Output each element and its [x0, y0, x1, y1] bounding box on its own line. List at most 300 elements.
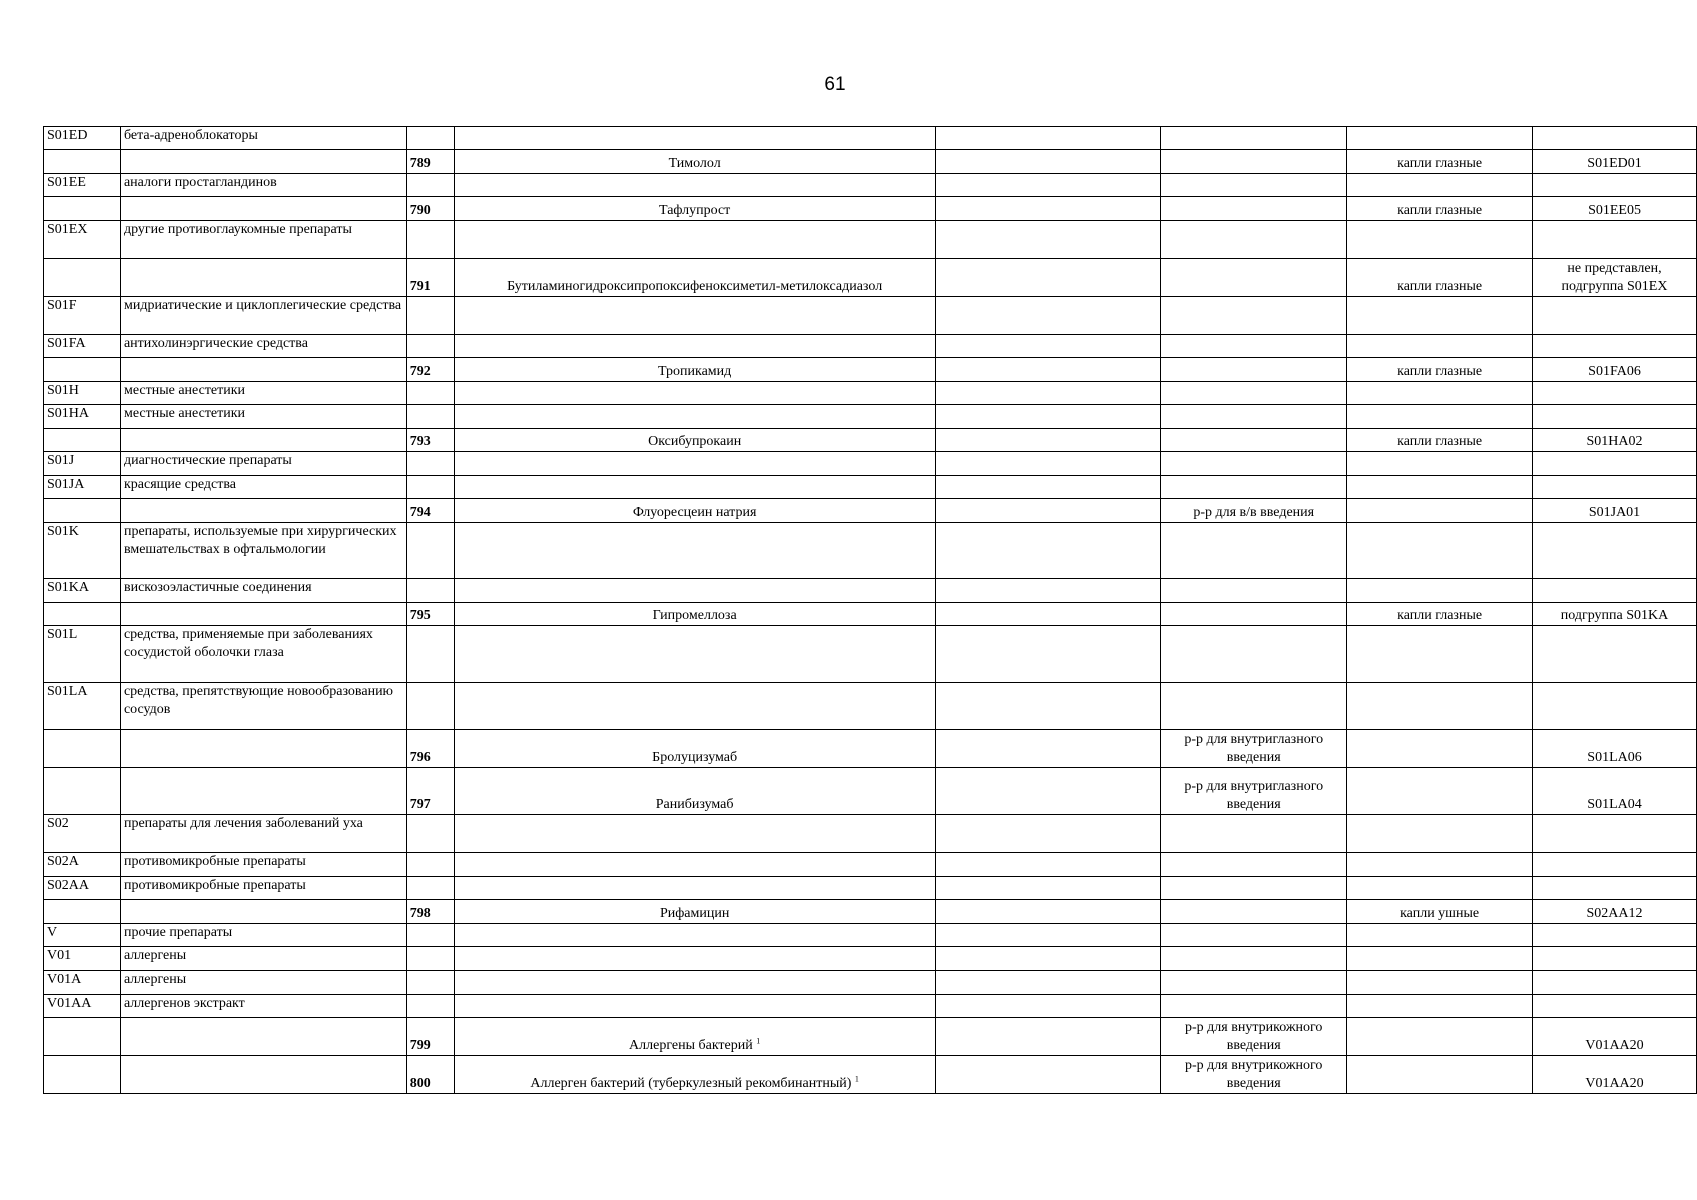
footnote-marker: 1: [854, 1074, 859, 1084]
atc-code: [1533, 452, 1697, 476]
group-description-text: аллергенов экстракт: [123, 996, 245, 1011]
dosage-form: [1161, 358, 1347, 382]
empty-cell: [935, 947, 1161, 971]
table-row: [44, 297, 1697, 335]
atc-group-code: [44, 626, 121, 683]
dosage-form: [1161, 382, 1347, 405]
group-description: [120, 924, 406, 947]
table-row: [44, 174, 1697, 197]
drug-name: [454, 947, 935, 971]
drug-name-text: Аллерген бактерий (туберкулезный рекомбинантный): [530, 1076, 852, 1091]
atc-group-code-text: S01F: [47, 298, 77, 313]
table-row: [44, 382, 1697, 405]
atc-code: [1533, 221, 1697, 259]
dosage-form-text: р-р для внутрикожного введения: [1185, 1020, 1323, 1053]
item-number: [406, 358, 454, 382]
empty-cell: [935, 405, 1161, 429]
atc-group-code: [44, 405, 121, 429]
drug-name: [454, 476, 935, 499]
drug-name: [454, 730, 935, 768]
drug-name: [454, 603, 935, 626]
empty-cell: [935, 335, 1161, 358]
atc-code: [1533, 405, 1697, 429]
atc-code: [1533, 579, 1697, 603]
dosage-form: [1161, 405, 1347, 429]
dosage-form-alt: [1347, 947, 1533, 971]
empty-cell: [935, 683, 1161, 730]
item-number: [406, 476, 454, 499]
dosage-form-alt: [1347, 579, 1533, 603]
atc-code: [1533, 1018, 1697, 1056]
dosage-form-text: р-р для в/в введения: [1193, 505, 1315, 520]
dosage-form-text: р-р для внутрикожного введения: [1185, 1058, 1323, 1091]
empty-cell: [935, 221, 1161, 259]
item-number: [406, 626, 454, 683]
atc-code: [1533, 768, 1697, 815]
group-description: [120, 405, 406, 429]
atc-group-code-text: S01LA: [47, 684, 88, 699]
dosage-form-alt: [1347, 924, 1533, 947]
atc-code: [1533, 900, 1697, 924]
item-number-text: 791: [409, 279, 431, 294]
dosage-form-alt-text: капли глазные: [1397, 156, 1483, 171]
group-description-text: противомикробные препараты: [123, 854, 306, 869]
drug-name: [454, 815, 935, 853]
dosage-form-alt: [1347, 1018, 1533, 1056]
atc-group-code-text: S01ED: [47, 128, 88, 143]
atc-group-code-text: V01A: [47, 972, 82, 987]
dosage-form: [1161, 683, 1347, 730]
group-description: [120, 877, 406, 900]
group-description-text: местные анестетики: [123, 406, 246, 421]
drug-name: [454, 900, 935, 924]
atc-group-code-text: S02AA: [47, 878, 90, 893]
dosage-form: [1161, 174, 1347, 197]
group-description: [120, 523, 406, 579]
group-description-text: аллергены: [123, 972, 187, 987]
atc-group-code: [44, 853, 121, 877]
dosage-form-alt: [1347, 335, 1533, 358]
atc-group-code: [44, 900, 121, 924]
atc-group-code-text: S01J: [47, 453, 75, 468]
dosage-form-alt: [1347, 197, 1533, 221]
item-number: [406, 429, 454, 452]
dosage-form-alt: [1347, 150, 1533, 174]
drug-name-text: Аллергены бактерий: [629, 1038, 753, 1053]
empty-cell: [935, 150, 1161, 174]
group-description: [120, 174, 406, 197]
drug-name: [454, 221, 935, 259]
drug-name: [454, 174, 935, 197]
group-description-text: прочие препараты: [123, 925, 233, 940]
atc-code: [1533, 476, 1697, 499]
drug-name: [454, 405, 935, 429]
dosage-form-alt: [1347, 900, 1533, 924]
atc-group-code: [44, 1018, 121, 1056]
atc-group-code: [44, 924, 121, 947]
atc-group-code: [44, 815, 121, 853]
atc-code: [1533, 358, 1697, 382]
drug-name: [454, 382, 935, 405]
dosage-form-alt: [1347, 523, 1533, 579]
dosage-form: [1161, 924, 1347, 947]
item-number: [406, 174, 454, 197]
atc-group-code: [44, 174, 121, 197]
table-row: [44, 150, 1697, 174]
atc-code-text: S01FA06: [1588, 364, 1641, 379]
item-number: [406, 603, 454, 626]
drug-name: [454, 259, 935, 297]
item-number-text: 794: [409, 505, 431, 520]
group-description: [120, 127, 406, 150]
drug-name: [454, 150, 935, 174]
atc-group-code-text: S01KA: [47, 580, 90, 595]
item-number: [406, 877, 454, 900]
dosage-form-text: р-р для внутриглазного введения: [1184, 732, 1324, 765]
atc-group-code: [44, 335, 121, 358]
drug-name: [454, 768, 935, 815]
item-number: [406, 221, 454, 259]
dosage-form: [1161, 197, 1347, 221]
item-number: [406, 947, 454, 971]
group-description: [120, 221, 406, 259]
dosage-form-alt-text: капли глазные: [1397, 434, 1483, 449]
table-row: [44, 1056, 1697, 1094]
drug-name-text: Тимолол: [668, 156, 721, 171]
group-description-text: вискозоэластичные соединения: [123, 580, 312, 595]
dosage-form-alt: [1347, 995, 1533, 1018]
group-description: [120, 197, 406, 221]
atc-code: [1533, 523, 1697, 579]
group-description-text: аллергены: [123, 948, 187, 963]
atc-group-code: [44, 127, 121, 150]
group-description-text: другие противоглаукомные препараты: [123, 222, 352, 237]
atc-code: [1533, 815, 1697, 853]
group-description-text: средства, препятствующие новообразованию сосудов: [123, 684, 394, 717]
empty-cell: [935, 768, 1161, 815]
atc-group-code-text: S01L: [47, 627, 78, 642]
atc-code: [1533, 335, 1697, 358]
table-row: [44, 429, 1697, 452]
footnote-marker: 1: [756, 1036, 761, 1046]
group-description-text: аналоги простагландинов: [123, 175, 277, 190]
empty-cell: [935, 1018, 1161, 1056]
atc-group-code: [44, 683, 121, 730]
empty-cell: [935, 924, 1161, 947]
item-number: [406, 452, 454, 476]
atc-group-code: [44, 877, 121, 900]
dosage-form-alt: [1347, 429, 1533, 452]
drug-name-text: Бутиламиногидроксипропоксифеноксиметил-метилоксадиазол: [507, 279, 883, 294]
dosage-form: [1161, 127, 1347, 150]
dosage-form: [1161, 853, 1347, 877]
group-description-text: антихолинэргические средства: [123, 336, 308, 351]
table-row: [44, 730, 1697, 768]
item-number: [406, 197, 454, 221]
atc-code: [1533, 297, 1697, 335]
atc-group-code-text: S01H: [47, 383, 79, 398]
atc-group-code: [44, 358, 121, 382]
item-number: [406, 995, 454, 1018]
atc-group-code-text: V01AA: [47, 996, 92, 1011]
page-number: 61: [824, 74, 846, 95]
table-row: [44, 626, 1697, 683]
item-number: [406, 127, 454, 150]
dosage-form-alt-text: капли глазные: [1397, 203, 1483, 218]
item-number-text: 795: [409, 608, 431, 623]
item-number-text: 790: [409, 203, 431, 218]
item-number: [406, 971, 454, 995]
group-description: [120, 815, 406, 853]
drug-name-text: Тропикамид: [658, 364, 732, 379]
dosage-form-alt: [1347, 382, 1533, 405]
group-description: [120, 995, 406, 1018]
dosage-form-text: р-р для внутриглазного введения: [1184, 779, 1324, 812]
atc-group-code: [44, 476, 121, 499]
item-number: [406, 900, 454, 924]
empty-cell: [935, 476, 1161, 499]
item-number: [406, 297, 454, 335]
atc-group-code-text: S01EX: [47, 222, 88, 237]
dosage-form-alt: [1347, 127, 1533, 150]
table-row: [44, 127, 1697, 150]
drug-name: [454, 853, 935, 877]
atc-code: [1533, 626, 1697, 683]
table-row: [44, 358, 1697, 382]
dosage-form-alt: [1347, 683, 1533, 730]
item-number-text: 800: [409, 1076, 431, 1091]
empty-cell: [935, 452, 1161, 476]
drug-name-text: Гипромеллоза: [652, 608, 737, 623]
atc-code: [1533, 197, 1697, 221]
table-row: [44, 579, 1697, 603]
table-row: [44, 499, 1697, 523]
table-row: [44, 900, 1697, 924]
dosage-form: [1161, 452, 1347, 476]
group-description-text: бета-адреноблокаторы: [123, 128, 258, 143]
atc-code-text: S01ED01: [1587, 156, 1642, 171]
group-description-text: противомикробные препараты: [123, 878, 306, 893]
group-description: [120, 476, 406, 499]
empty-cell: [935, 877, 1161, 900]
dosage-form-alt: [1347, 603, 1533, 626]
atc-group-code: [44, 603, 121, 626]
atc-code: [1533, 382, 1697, 405]
atc-code-text: S01EE05: [1588, 203, 1641, 218]
atc-group-code-text: S01HA: [47, 406, 90, 421]
item-number: [406, 579, 454, 603]
atc-group-code-text: S01JA: [47, 477, 85, 492]
drug-name-text: Флуоресцеин натрия: [632, 505, 757, 520]
dosage-form-alt: [1347, 626, 1533, 683]
dosage-form: [1161, 730, 1347, 768]
item-number: [406, 405, 454, 429]
atc-code: [1533, 853, 1697, 877]
dosage-form: [1161, 877, 1347, 900]
atc-code: [1533, 877, 1697, 900]
atc-group-code: [44, 197, 121, 221]
dosage-form: [1161, 259, 1347, 297]
dosage-form-alt: [1347, 815, 1533, 853]
table-row: [44, 815, 1697, 853]
group-description-text: диагностические препараты: [123, 453, 292, 468]
atc-code: [1533, 995, 1697, 1018]
atc-group-code: [44, 221, 121, 259]
table-row: [44, 523, 1697, 579]
atc-group-code: [44, 995, 121, 1018]
atc-code-text: S02AA12: [1586, 906, 1643, 921]
atc-code: [1533, 150, 1697, 174]
table-row: [44, 259, 1697, 297]
dosage-form: [1161, 476, 1347, 499]
empty-cell: [935, 499, 1161, 523]
drug-name: [454, 523, 935, 579]
atc-code-text: V01AA20: [1585, 1038, 1644, 1053]
drug-name: [454, 127, 935, 150]
item-number: [406, 768, 454, 815]
dosage-form: [1161, 523, 1347, 579]
item-number-text: 793: [409, 434, 431, 449]
empty-cell: [935, 297, 1161, 335]
table-row: [44, 877, 1697, 900]
dosage-form: [1161, 900, 1347, 924]
group-description-text: средства, применяемые при заболеваниях сосудистой оболочки глаза: [123, 627, 373, 660]
atc-group-code-text: S01K: [47, 524, 79, 539]
item-number: [406, 815, 454, 853]
item-number: [406, 382, 454, 405]
group-description: [120, 259, 406, 297]
item-number-text: 796: [409, 750, 431, 765]
dosage-form-alt: [1347, 476, 1533, 499]
drug-name: [454, 579, 935, 603]
atc-group-code-text: S02: [47, 816, 69, 831]
group-description: [120, 900, 406, 924]
dosage-form-alt: [1347, 405, 1533, 429]
item-number: [406, 683, 454, 730]
group-description: [120, 297, 406, 335]
atc-group-code: [44, 768, 121, 815]
dosage-form: [1161, 579, 1347, 603]
group-description: [120, 1056, 406, 1094]
dosage-form-alt: [1347, 971, 1533, 995]
group-description: [120, 358, 406, 382]
drug-name: [454, 877, 935, 900]
atc-group-code: [44, 499, 121, 523]
atc-code: [1533, 499, 1697, 523]
drug-name: [454, 335, 935, 358]
group-description: [120, 499, 406, 523]
item-number: [406, 150, 454, 174]
group-description: [120, 626, 406, 683]
dosage-form-alt: [1347, 358, 1533, 382]
atc-code: [1533, 924, 1697, 947]
atc-code-text: S01HA02: [1586, 434, 1643, 449]
table-row: [44, 768, 1697, 815]
dosage-form: [1161, 815, 1347, 853]
group-description: [120, 579, 406, 603]
dosage-form-alt: [1347, 259, 1533, 297]
dosage-form: [1161, 150, 1347, 174]
group-description: [120, 150, 406, 174]
group-description: [120, 382, 406, 405]
atc-group-code: [44, 579, 121, 603]
empty-cell: [935, 429, 1161, 452]
group-description: [120, 452, 406, 476]
atc-code: [1533, 174, 1697, 197]
dosage-form: [1161, 429, 1347, 452]
dosage-form-alt: [1347, 877, 1533, 900]
item-number: [406, 335, 454, 358]
table-row: [44, 405, 1697, 429]
dosage-form-alt-text: капли глазные: [1397, 364, 1483, 379]
empty-cell: [935, 127, 1161, 150]
dosage-form: [1161, 297, 1347, 335]
empty-cell: [935, 174, 1161, 197]
atc-code-text: S01JA01: [1588, 505, 1641, 520]
table-row: [44, 603, 1697, 626]
item-number: [406, 1018, 454, 1056]
table-row: [44, 924, 1697, 947]
atc-code-text: не представлен, подгруппа S01EX: [1561, 261, 1668, 294]
drug-name-text: Рифамицин: [659, 906, 730, 921]
dosage-form-alt: [1347, 730, 1533, 768]
group-description-text: красящие средства: [123, 477, 236, 492]
table-row: [44, 995, 1697, 1018]
dosage-form: [1161, 947, 1347, 971]
atc-code: [1533, 971, 1697, 995]
group-description: [120, 603, 406, 626]
drug-table: [43, 126, 1697, 1094]
empty-cell: [935, 197, 1161, 221]
atc-group-code: [44, 259, 121, 297]
table-row: [44, 853, 1697, 877]
atc-code: [1533, 947, 1697, 971]
item-number: [406, 853, 454, 877]
dosage-form-alt: [1347, 221, 1533, 259]
table-row: [44, 683, 1697, 730]
group-description-text: местные анестетики: [123, 383, 246, 398]
empty-cell: [935, 382, 1161, 405]
dosage-form-alt-text: капли глазные: [1397, 279, 1483, 294]
table-row: [44, 947, 1697, 971]
group-description: [120, 768, 406, 815]
drug-name: [454, 297, 935, 335]
dosage-form: [1161, 995, 1347, 1018]
drug-name-text: Бролуцизумаб: [652, 750, 738, 765]
item-number-text: 799: [409, 1038, 431, 1053]
table-row: [44, 1018, 1697, 1056]
group-description: [120, 683, 406, 730]
dosage-form: [1161, 335, 1347, 358]
atc-group-code: [44, 947, 121, 971]
table-row: [44, 197, 1697, 221]
table-row: [44, 452, 1697, 476]
dosage-form-alt-text: капли глазные: [1397, 608, 1483, 623]
empty-cell: [935, 603, 1161, 626]
item-number: [406, 1056, 454, 1094]
dosage-form: [1161, 1056, 1347, 1094]
atc-code-text: подгруппа S01KA: [1560, 608, 1669, 623]
group-description: [120, 730, 406, 768]
item-number: [406, 523, 454, 579]
group-description: [120, 947, 406, 971]
dosage-form-alt-text: капли ушные: [1400, 906, 1480, 921]
dosage-form: [1161, 603, 1347, 626]
atc-code: [1533, 127, 1697, 150]
group-description: [120, 853, 406, 877]
group-description: [120, 429, 406, 452]
dosage-form: [1161, 768, 1347, 815]
